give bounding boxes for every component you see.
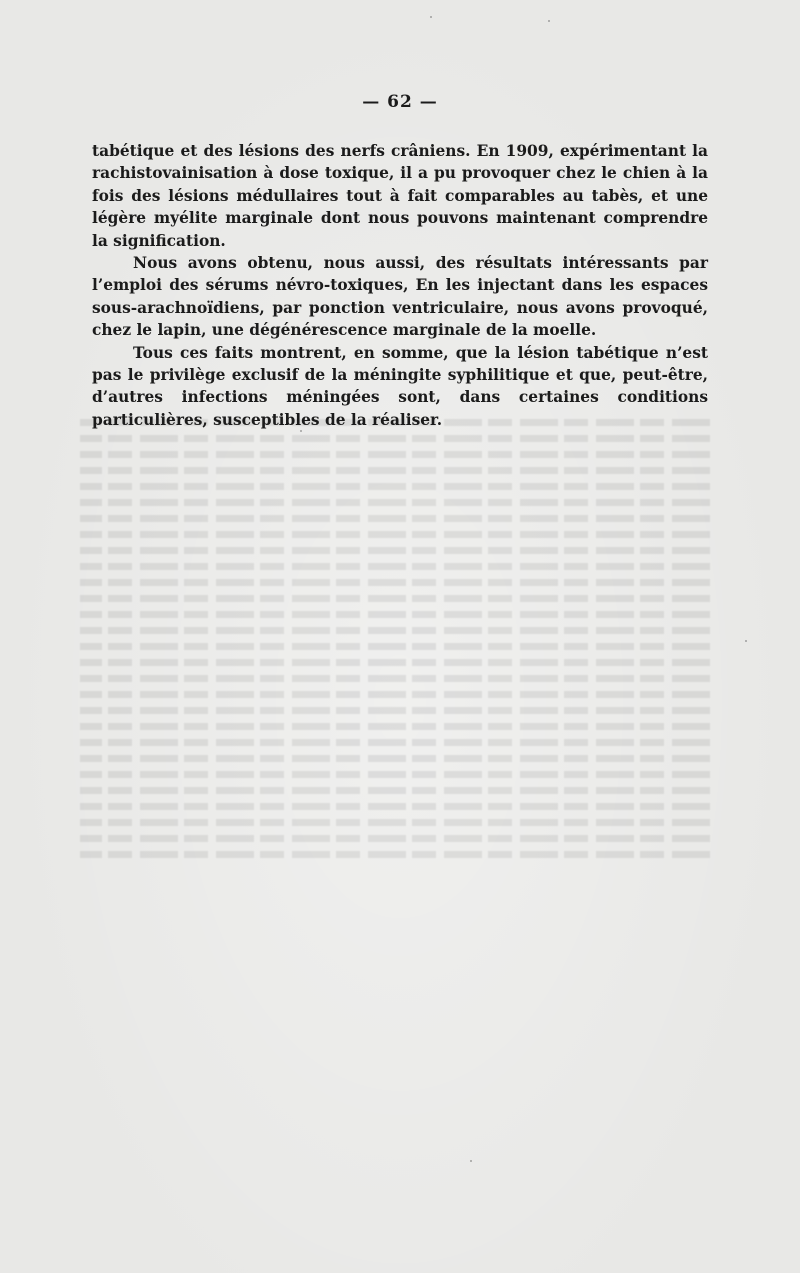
paper-speck xyxy=(300,430,302,432)
paper-speck xyxy=(430,16,432,18)
paper-speck xyxy=(548,20,550,22)
paper-speck xyxy=(470,1160,472,1162)
paragraph-2: Nous avons obtenu, nous aussi, des résultats intéressants par l’emploi des sérums névro-toxiques, En les injectant dans les espaces sous-arachnoïdiens, par ponction ventriculaire, nous avons provoqué, chez le lapin, une dégénérescence marginale de la moelle. xyxy=(92,254,708,340)
paragraph-3: Tous ces faits montrent, en somme, que la lésion tabétique n’est pas le privilège exclusif de la méningite syphilitique et que, peut-être, d’autres infections méningées sont, dans certaines conditions particulières, susceptibles de la réaliser. xyxy=(92,343,708,429)
page-number: — 62 — xyxy=(362,92,438,112)
body-text xyxy=(92,140,708,431)
paper-speck xyxy=(745,640,747,642)
bleed-through-text xyxy=(80,410,710,1150)
paragraph-1: tabétique et des lésions des nerfs crâniens. En 1909, expérimentant la rachistovainisation à dose toxique, il a pu provoquer chez le chien à la fois des lésions médullaires tout à fait comparables au tabès, et une légère myélite marginale dont nous pouvons maintenant comprendre la signification. xyxy=(92,142,708,250)
